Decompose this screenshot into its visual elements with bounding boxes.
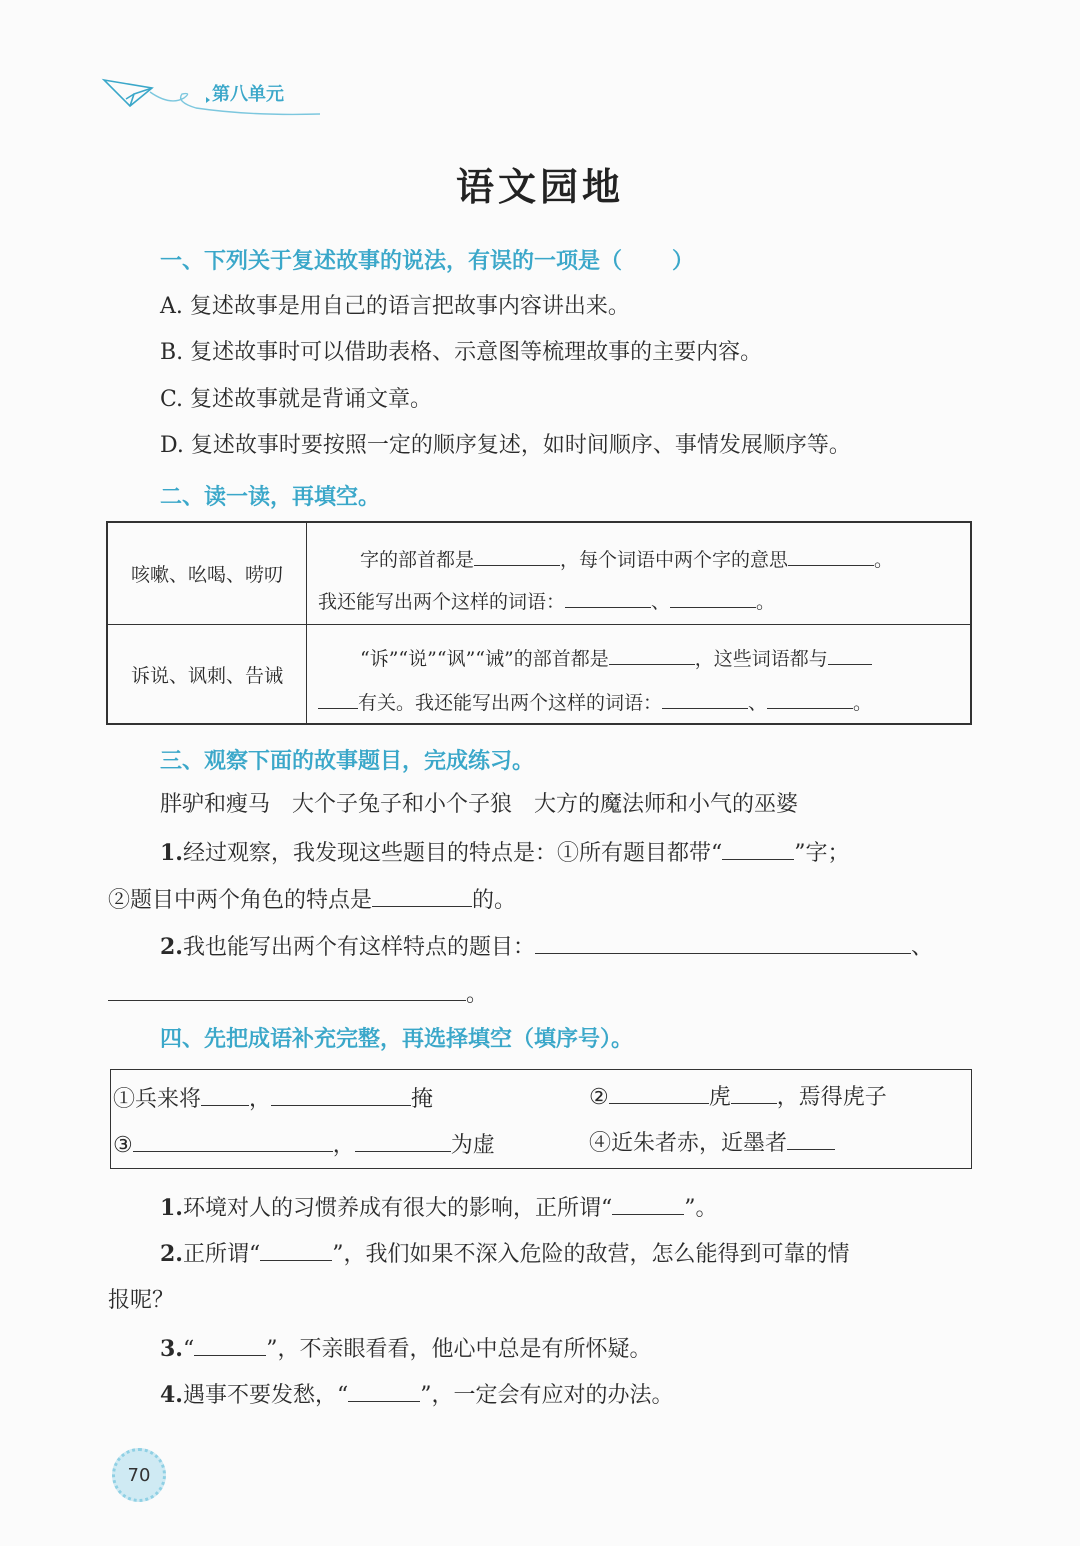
q4-idiom-box (110, 1069, 972, 1169)
blank[interactable] (609, 642, 695, 665)
blank[interactable] (787, 1127, 835, 1150)
q2-heading: 二、读一读，再填空。 (160, 485, 381, 510)
blank[interactable] (565, 585, 651, 608)
blank[interactable] (474, 543, 560, 566)
q2-words-1: 咳嗽、吆喝、唠叨 (108, 523, 307, 624)
q1-option-a: A. 复述故事是用自己的语言把故事内容讲出来。 (160, 294, 630, 319)
blank[interactable] (108, 978, 466, 1001)
blank[interactable] (788, 543, 874, 566)
q3-item-2: 2.我也能写出两个有这样特点的题目： 、 (160, 931, 933, 963)
q2-words-2: 诉说、讽刺、告诫 (108, 624, 307, 725)
q1-heading: 一、下列关于复述故事的说法，有误的一项是（ ） (160, 249, 695, 274)
blank[interactable] (260, 1238, 332, 1261)
blank[interactable] (731, 1081, 777, 1104)
q4-item-3: 3.“ ”，不亲眼看看，他心中总是有所怀疑。 (160, 1333, 651, 1365)
blank[interactable] (609, 1081, 709, 1104)
page-title: 语文园地 (455, 164, 624, 209)
blank[interactable] (612, 1192, 684, 1215)
idiom-4: ④近朱者赤，近墨者 (589, 1126, 835, 1157)
q4-item-1: 1.环境对人的习惯养成有很大的影响，正所谓“ ”。 (160, 1192, 717, 1224)
blank[interactable] (318, 686, 358, 709)
blank[interactable] (194, 1333, 266, 1356)
blank[interactable] (271, 1083, 411, 1106)
unit-label: 第八单元 (212, 84, 284, 105)
blank[interactable] (670, 585, 756, 608)
q3-item-2-cont: 。 (108, 978, 488, 1010)
page-number: 70 (112, 1448, 166, 1502)
blank[interactable] (133, 1129, 333, 1152)
q3-heading: 三、观察下面的故事题目，完成练习。 (160, 749, 535, 774)
table-row: 诉说、讽刺、告诫 “诉”“说”“讽”“诫”的部首都是 ，这些词语都与 有关。我还能写出两个这样的词语： 、 。 (108, 624, 970, 725)
table-row: 咳嗽、吆喝、唠叨 字的部首都是 ，每个词语中两个字的意思 。 我还能写出两个这样的词语： 、 。 (108, 523, 970, 625)
q2-table (106, 521, 972, 725)
idiom-3: ③ ， 为虚 (113, 1128, 495, 1159)
q3-item-1: 1.经过观察，我发现这些题目的特点是：①所有题目都带“ ”字； (160, 837, 849, 869)
blank[interactable] (348, 1379, 420, 1402)
blank[interactable] (662, 686, 748, 709)
idiom-1: ①兵来将 ， 掩 (113, 1082, 433, 1113)
blank[interactable] (372, 884, 472, 907)
q1-option-c: C. 复述故事就是背诵文章。 (160, 387, 433, 412)
blank[interactable] (767, 686, 853, 709)
blank[interactable] (201, 1083, 249, 1106)
q3-titles: 胖驴和瘦马 大个子兔子和小个子狼 大方的魔法师和小气的巫婆 (160, 792, 799, 817)
q4-item-2-cont: 报呢？ (108, 1288, 175, 1313)
q4-item-2: 2.正所谓“ ”，我们如果不深入危险的敌营，怎么能得到可靠的情 (160, 1238, 849, 1270)
blank[interactable] (828, 642, 872, 665)
q4-heading: 四、先把成语补充完整，再选择填空（填序号）。 (160, 1027, 634, 1052)
blank[interactable] (535, 931, 911, 954)
q1-option-d: D. 复述故事时要按照一定的顺序复述，如时间顺序、事情发展顺序等。 (160, 433, 851, 458)
blank[interactable] (355, 1129, 451, 1152)
blank[interactable] (722, 837, 794, 860)
q3-item-1-cont: ②题目中两个角色的特点是 的。 (108, 884, 516, 916)
idiom-2: ② 虎 ，焉得虎子 (589, 1080, 887, 1111)
q1-option-b: B. 复述故事时可以借助表格、示意图等梳理故事的主要内容。 (160, 340, 763, 365)
q4-item-4: 4.遇事不要发愁，“ ”，一定会有应对的办法。 (160, 1379, 673, 1411)
